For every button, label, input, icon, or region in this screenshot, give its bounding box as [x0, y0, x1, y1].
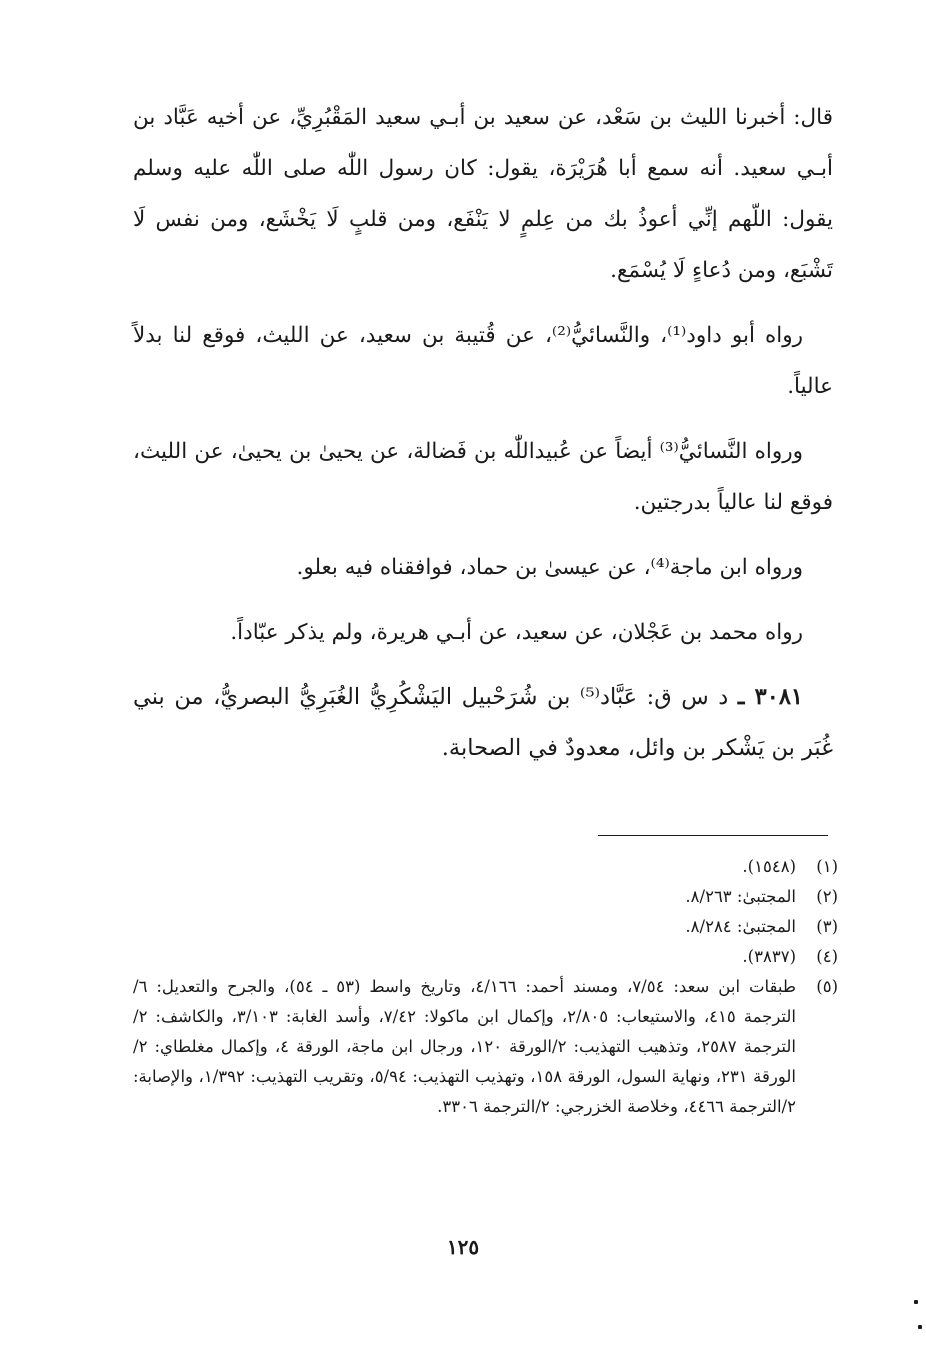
footnote-item	[133, 942, 838, 972]
footnote-marker: (٥)	[816, 977, 838, 996]
main-text	[133, 92, 833, 788]
footnote-marker: (١)	[816, 857, 838, 876]
footnote-item	[133, 852, 838, 882]
page-number: ١٢٥	[446, 1235, 480, 1259]
footnote-text: (٣٨٣٧).	[742, 947, 796, 966]
footnote-item	[133, 912, 838, 942]
footnote-marker: (٤)	[816, 947, 838, 966]
footnotes-list	[133, 852, 838, 1122]
entry-text: د س ق: عَبَّاد⁽⁵⁾ بن شُرَحْبيل اليَشْكُرِيُّ الغُبَرِيُّ البصريُّ، من بني غُبَر بن يَشْكر بن وائل، معدودٌ في الصحابة.	[133, 684, 833, 761]
narration-paragraph-4: رواه محمد بن عَجْلان، عن سعيد، عن أبـي هريرة، ولم يذكر عبّاداً.	[230, 620, 803, 645]
scan-speck	[918, 1325, 922, 1329]
footnote-text: المجتبىٰ: ٨/٢٦٣.	[685, 887, 796, 906]
narration-paragraph-3: ورواه ابن ماجة⁽⁴⁾، عن عيسىٰ بن حماد، فوافقناه فيه بعلو.	[296, 555, 803, 580]
footnote-separator	[598, 835, 828, 836]
footnote-text: طبقات ابن سعد: ٧/٥٤، ومسند أحمد: ٤/١٦٦، وتاريخ واسط (٥٣ ـ ٥٤)، والجرح والتعديل: ٦/الترجمة ٤١٥، والاستيعاب: ٢/٨٠٥، وإكمال ابن ماكولا: ٧/٤٢، وأسد الغابة: ٣/١٠٣، والكاشف: ٢/الترجمة ٢٥٨٧، وتذهيب التهذيب: ٢/الورقة ١٢٠، ورجال ابن ماجة، الورقة ٤، وإكمال مغلطاي: ٢/الورقة ٢٣١، ونهاية السول، الورقة ١٥٨، وتهذيب التهذيب: ٥/٩٤، وتقريب التهذيب: ١/٣٩٢، والإصابة: ٢/الترجمة ٤٤٦٦، وخلاصة الخزرجي: ٢/الترجمة ٣٣٠٦.	[133, 977, 797, 1116]
footnote-text: (١٥٤٨).	[742, 857, 796, 876]
footnote-item	[133, 972, 838, 1122]
footnote-marker: (٣)	[816, 917, 838, 936]
footnote-text: المجتبىٰ: ٨/٢٨٤.	[685, 917, 796, 936]
biography-entry	[133, 672, 833, 774]
scan-speck	[914, 1300, 918, 1304]
footnote-marker: (٢)	[816, 887, 838, 906]
narration-paragraph-2: ورواه النَّسائيُّ⁽³⁾ أيضاً عن عُبيداللّٰه بن فَضالة، عن يحيىٰ بن يحيىٰ، عن الليث، فوقع لنا عالياً بدرجتين.	[133, 439, 833, 515]
hadith-paragraph: قال: أخبرنا الليث بن سَعْد، عن سعيد بن أبـي سعيد المَقْبُرِيِّ، عن أخيه عَبَّاد بن أبـي سعيد. أنه سمع أبا هُرَيْرَة، يقول: كان رسول اللّٰه صلى اللّٰه عليه وسلم يقول: اللّهم إنِّي أعوذُ بك من عِلمٍ لا يَنْفَع، ومن قلبٍ لَا يَخْشَع، ومن نفس لَا تَشْبَع، ومن دُعاءٍ لَا يُسْمَع.	[133, 105, 833, 283]
narration-paragraph-1: رواه أبو داود⁽¹⁾، والنَّسائيُّ⁽²⁾، عن قُتيبة بن سعيد، عن الليث، فوقع لنا بدلاً عالياً.	[133, 323, 833, 399]
entry-number: ٣٠٨١ ـ	[737, 684, 803, 710]
footnote-item	[133, 882, 838, 912]
